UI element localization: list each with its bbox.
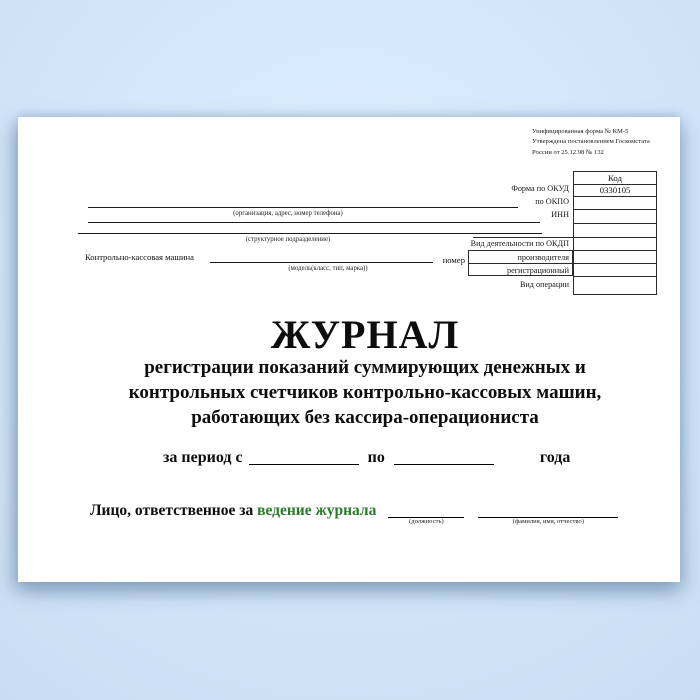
period-prefix: за период с [163,449,243,466]
okdp-label: Вид деятельности по ОКДП [470,239,569,248]
kkm-number-label: номер [442,255,465,265]
empty-code-cell [574,224,656,238]
okdp-code-cell [574,238,656,251]
division-fill-line [78,233,542,234]
period-row [163,448,570,467]
okpo-code-cell [574,197,656,210]
registration-code-cell [574,264,656,277]
registration-number-label: регистрационный [506,266,569,275]
period-suffix: года [539,449,571,466]
approval-note-line3: России от 25.12.98 № 132 [532,148,604,156]
number-group-divider [469,251,572,264]
subtitle-line1: регистрации показаний суммирующих денежных и [144,357,586,378]
document-title: ЖУРНАЛ [270,312,460,357]
manufacturer-code-cell [574,251,656,264]
number-group-box [468,250,573,276]
division-caption: (структурное подразделение) [245,236,331,243]
okdp-top-border [473,237,573,238]
period-from-blank [249,448,359,465]
organization-caption: (организация, адрес, номер телефона) [233,210,343,217]
code-column [573,171,657,295]
operation-code-cell [574,277,656,294]
position-caption: (должность) [409,518,444,525]
manufacturer-number-label: производителя [517,253,569,262]
approval-note-line2: Утверждена постановлением Госкомстата [532,138,650,146]
subtitle-line2: контрольных счетчиков контрольно-кассовых машин, [128,382,602,403]
inn-code-cell [574,210,656,225]
responsible-row [90,501,618,525]
subtitle-line3: работающих без кассира-операциониста [191,407,539,428]
kkm-label: Контрольно-кассовая машина [85,252,194,262]
responsible-black-text: Лицо, ответственное за [90,502,258,519]
organization-fill-line-2 [88,222,540,223]
operation-kind-label: Вид операции [519,280,569,289]
form-approval-note [532,127,682,158]
organization-fill-line [88,207,518,208]
document-page [18,117,680,582]
name-caption: (фамилия, имя, отчество) [512,518,584,525]
approval-note-line1: Унифицированная форма № КМ-5 [532,128,629,135]
period-to-blank [394,448,494,465]
okud-code-cell: 0330105 [574,185,656,198]
okpo-label: по ОКПО [535,197,569,206]
name-blank [478,501,618,525]
inn-label: ИНН [551,210,569,219]
position-blank [388,501,464,525]
okud-label: Форма по ОКУД [511,184,569,193]
period-middle: по [367,449,385,466]
document-subtitle [48,355,682,430]
responsible-green-text: ведение журнала [257,502,377,519]
kkm-model-caption: (модель(класс, тип, марка)) [288,265,368,272]
code-header-cell: Код [574,172,656,185]
